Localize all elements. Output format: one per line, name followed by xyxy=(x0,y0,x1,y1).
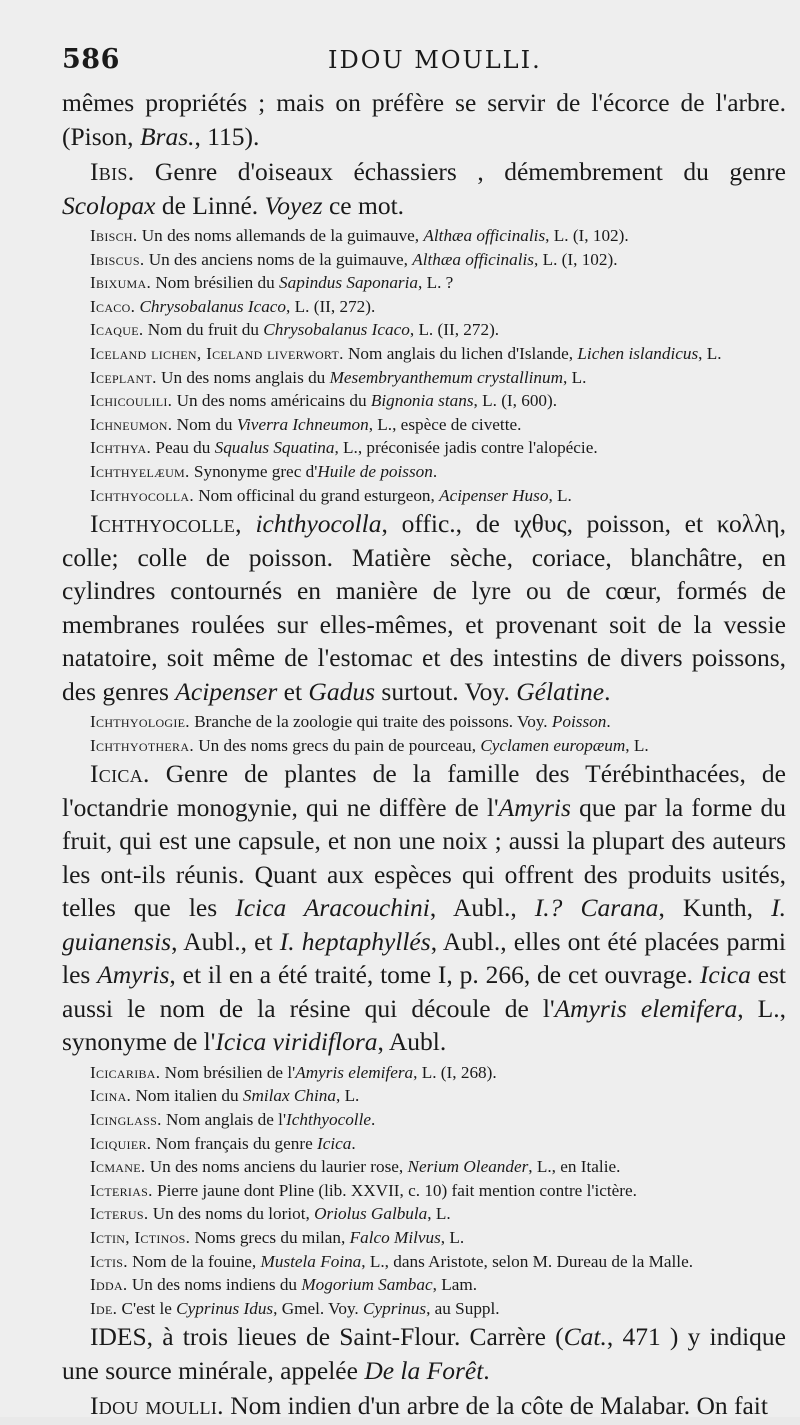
short-entry xyxy=(62,271,786,295)
italic-term: Chrysobalanus Icaco xyxy=(139,296,287,316)
italic-term: ichthyocolla xyxy=(255,509,382,539)
entry-text: C'est le xyxy=(117,1298,177,1318)
entry-text: et xyxy=(277,676,309,706)
entry-text: Nom officinal du grand esturgeon, xyxy=(193,485,440,505)
entry-headword: Icaque. xyxy=(90,320,144,340)
entry-text: , L. (I, 102). xyxy=(545,226,629,245)
entry-text: , Lam. xyxy=(432,1275,477,1295)
entry-text: Nom français du genre xyxy=(151,1133,317,1153)
entry-text: , L., dans Aristote, selon M. Dureau de la Malle. xyxy=(361,1251,694,1271)
entry-text: Un des noms américains du xyxy=(172,391,371,411)
entry-text: , Aubl., et xyxy=(171,926,280,956)
short-entry xyxy=(62,389,786,413)
entry-headword: Ichthya. xyxy=(90,438,152,458)
entry-text: surtout. Voy. xyxy=(375,676,517,706)
entry-text: Un des noms allemands de la guimauve, xyxy=(137,226,424,245)
italic-term: I. guianensis xyxy=(62,893,786,956)
italic-term: Amyris xyxy=(97,960,170,990)
short-entry xyxy=(62,295,786,319)
entry-text: Branche de la zoologie qui traite des poissons. Voy. xyxy=(189,712,552,732)
entry-text: , L., en Italie. xyxy=(528,1157,621,1177)
entry-text: ce mot. xyxy=(322,190,405,220)
italic-term: Mesembryanthemum crystallinum xyxy=(329,367,563,387)
entry-headword: Ichicoulili. xyxy=(90,391,173,411)
entry-text: , Aubl., elles ont été placées parmi les xyxy=(62,926,787,990)
italic-term: Viverra Ichneumon xyxy=(236,414,369,434)
running-title: IDOU MOULLI. xyxy=(328,46,542,74)
entry-headword: Ichthyocolle, xyxy=(90,509,242,539)
short-entry xyxy=(62,1297,786,1321)
entry-text: , Aubl., xyxy=(429,893,535,923)
entry-headword: Iceplant. xyxy=(90,367,157,387)
italic-term: Bras. xyxy=(139,121,195,151)
entry-text: , Aubl. xyxy=(377,1027,447,1057)
entry-text: , L. (I, 268). xyxy=(413,1062,497,1082)
entry-headword: Ide. xyxy=(90,1298,118,1318)
short-entry xyxy=(62,1273,786,1297)
entry-text: , L. xyxy=(440,1227,465,1247)
italic-term: Althæa officinalis xyxy=(423,226,546,245)
article-entry xyxy=(62,1320,786,1387)
entry-text: de Linné. xyxy=(155,190,265,220)
entry-text: , 115). xyxy=(194,121,260,151)
entry-text: Peau du xyxy=(151,438,215,458)
italic-term: Cyprinus xyxy=(363,1298,427,1318)
entry-text: Un des noms du loriot, xyxy=(148,1204,315,1224)
italic-term: Acipenser xyxy=(175,676,278,706)
entry-text: , L. xyxy=(548,485,572,505)
short-entry xyxy=(62,1084,786,1108)
italic-term: Amyris elemifera xyxy=(295,1062,414,1082)
entry-text: Nom indien d'un arbre de la côte de Malabar. On fait xyxy=(223,1391,768,1421)
italic-term: Scolopax xyxy=(62,190,156,220)
entry-text: Un des noms indiens du xyxy=(127,1275,302,1295)
entry-headword: Icterus. xyxy=(90,1204,149,1224)
italic-term: Falco Milvus xyxy=(349,1227,441,1247)
entry-text: . xyxy=(432,461,438,481)
short-entry xyxy=(62,248,786,272)
entry-headword: Icmane. xyxy=(90,1157,146,1177)
italic-term: Nerium Oleander xyxy=(407,1157,529,1177)
entry-headword: Icinglass. xyxy=(90,1110,162,1129)
entry-text: , L. (I, 102). xyxy=(533,249,618,269)
entry-headword: Idou moulli. xyxy=(90,1391,224,1421)
entry-text: est aussi le nom de la résine qui découle de l' xyxy=(62,960,787,1023)
short-entry xyxy=(62,1132,786,1156)
entry-text: , Kunth, xyxy=(658,893,772,923)
italic-term: Huile de poisson xyxy=(317,461,433,481)
entry-headword: Ichthyologie. xyxy=(90,712,190,732)
entry-text: , 471 ) y indique une source minérale, appelée xyxy=(62,1322,786,1385)
entry-text xyxy=(242,509,256,538)
italic-term: Bignonia stans xyxy=(370,391,474,411)
entry-text: , et il en a été traité, tome I, p. 266, de cet ouvrage. xyxy=(169,960,700,990)
italic-term: Icica Aracouchini xyxy=(235,893,430,923)
entry-headword: Ichthyelæum. xyxy=(90,461,190,481)
entry-text: , L., espèce de civette. xyxy=(368,414,522,434)
entry-text: , L. ? xyxy=(417,273,454,293)
short-entry xyxy=(62,1155,786,1179)
entry-text: , L. (II, 272). xyxy=(409,320,500,340)
short-entry xyxy=(62,484,786,508)
italic-term: De la Forêt xyxy=(364,1355,484,1385)
italic-term: Lichen islandicus xyxy=(577,343,699,363)
short-entry xyxy=(62,1179,786,1203)
entry-text: Nom brésilien du xyxy=(151,273,280,293)
entry-headword: Icterias. xyxy=(90,1180,153,1200)
entry-text: Nom anglais de l' xyxy=(161,1110,287,1129)
entry-text: , offic., de ιχθυς, poisson, et κολλη, colle; colle de poisson. Matière sèche, coriace, blanchâtre, en cylindres contournés en manière de lyre ou de cœur, formés de membranes roulées sur elles-mêmes, et provenant soit de la vessie natatoire, soit même de l'estomac et des intestins de divers poissons, des genres xyxy=(62,509,787,706)
entry-text: Pierre jaune dont Pline (lib. XXVII, c. 10) fait mention contre l'ictère. xyxy=(152,1180,637,1200)
entry-headword: Icica. xyxy=(90,759,150,789)
entry-headword: Icicariba. xyxy=(90,1062,161,1082)
article-entry xyxy=(62,86,786,153)
italic-term: Mustela Foina xyxy=(260,1251,362,1271)
italic-term: Icica xyxy=(317,1133,352,1153)
article-entry xyxy=(62,155,786,222)
italic-term: Icica xyxy=(699,960,751,990)
italic-term: Ichthyocolle xyxy=(286,1110,371,1129)
entry-text: Un des noms grecs du pain de pourceau, xyxy=(193,735,481,755)
short-entry xyxy=(62,436,786,460)
italic-term: Squalus Squatina xyxy=(214,438,335,458)
entry-text: , L. xyxy=(698,343,722,363)
entry-text: . xyxy=(606,712,611,732)
italic-term: Icica viridiflora xyxy=(215,1027,378,1057)
entry-text: , Gmel. Voy. xyxy=(273,1298,364,1318)
italic-term: Althæa officinalis xyxy=(412,249,534,269)
italic-term: Cyclamen europæum xyxy=(480,735,626,755)
entry-text: . xyxy=(351,1133,356,1153)
entry-text: Un des noms anglais du xyxy=(156,367,330,387)
short-entry xyxy=(62,1226,786,1250)
entry-headword: Ibixuma. xyxy=(90,273,152,293)
entry-text: que par la forme du fruit, qui est une capsule, et non une noix ; aussi la plupart des auteurs les ont-ils réunis. Quant aux espèces qui offrent des produits usités, telles que les xyxy=(62,792,786,923)
entry-text: . xyxy=(604,676,611,706)
entry-headword: Idda. xyxy=(90,1275,128,1295)
italic-term: Amyris elemifera xyxy=(554,993,738,1023)
page-header xyxy=(62,44,786,84)
entry-text: Genre de plantes de la famille des Térébinthacées, de l'octandrie monogynie, qui ne diffère de l' xyxy=(62,759,786,822)
entry-text: . xyxy=(483,1355,490,1385)
short-entry xyxy=(62,342,786,366)
short-entry xyxy=(62,366,786,390)
entry-text: , L. (I, 600). xyxy=(473,391,558,411)
entry-text: Nom du xyxy=(172,414,237,434)
entry-text: mêmes propriétés ; mais on préfère se servir de l'écorce de l'arbre. (Pison, xyxy=(62,88,786,151)
short-entry xyxy=(62,710,786,734)
article-entry xyxy=(62,507,786,708)
entry-text: , L. xyxy=(562,367,587,387)
italic-term: I. heptaphyllés xyxy=(279,926,431,956)
entry-text: Synonyme grec d' xyxy=(189,461,318,481)
entry-text: , L. xyxy=(335,1086,360,1106)
dictionary-text xyxy=(62,86,786,1425)
italic-term: Gadus xyxy=(308,676,376,706)
entry-headword: Ichneumon. xyxy=(90,414,173,434)
italic-term: Sapindus Saponaria xyxy=(279,273,418,293)
italic-term: Chrysobalanus Icaco xyxy=(263,320,410,340)
italic-term: I.? Carana xyxy=(534,893,659,923)
entry-headword: Iceland lichen, Iceland liverwort. xyxy=(90,343,344,363)
short-entry xyxy=(62,734,786,758)
short-entry xyxy=(62,413,786,437)
entry-text: , L., préconisée jadis contre l'alopécie. xyxy=(334,438,598,458)
short-entry xyxy=(62,1250,786,1274)
entry-headword: Ibis. xyxy=(90,157,135,186)
italic-term: Oriolus Galbula xyxy=(314,1204,428,1224)
short-entry xyxy=(62,318,786,342)
short-entry xyxy=(62,460,786,484)
entry-text: Un des noms anciens du laurier rose, xyxy=(145,1157,408,1177)
entry-headword: Icina. xyxy=(90,1086,132,1106)
entry-headword: Ictis. xyxy=(90,1251,128,1271)
entry-text: Nom anglais du lichen d'Islande, xyxy=(343,343,578,363)
entry-headword: Ibiscus. xyxy=(90,249,145,269)
short-entry xyxy=(62,1202,786,1226)
italic-term: Poisson xyxy=(551,712,607,732)
entry-text: , L. xyxy=(625,735,649,755)
entry-headword: Ibisch. xyxy=(90,226,138,245)
entry-text: Nom italien du xyxy=(131,1086,243,1106)
entry-headword: Ichthyothera. xyxy=(90,735,194,755)
entry-headword: Ichthyocolla. xyxy=(90,485,194,505)
entry-headword: Ictin, Ictinos. xyxy=(90,1227,191,1247)
entry-text: , L., synonyme de l' xyxy=(62,993,786,1057)
italic-term: Acipenser Huso xyxy=(439,485,549,505)
entry-text: Noms grecs du milan, xyxy=(190,1227,350,1247)
entry-headword: Icaco. xyxy=(90,296,136,316)
short-entry xyxy=(62,1108,786,1132)
italic-term: Cyprinus Idus xyxy=(176,1298,274,1318)
entry-text: Genre d'oiseaux échassiers , démembrement du genre xyxy=(134,157,786,186)
short-entry xyxy=(62,224,786,248)
entry-text: . xyxy=(371,1110,376,1129)
entry-text: IDES, à trois lieues de Saint-Flour. Carrère ( xyxy=(90,1322,564,1352)
entry-headword: Iciquier. xyxy=(90,1133,152,1153)
entry-text: Nom du fruit du xyxy=(143,320,264,340)
entry-text: Nom de la fouine, xyxy=(127,1251,261,1271)
entry-text: , au Suppl. xyxy=(426,1298,500,1318)
article-entry xyxy=(62,757,786,1059)
page-number: 586 xyxy=(62,44,120,75)
italic-term: Cat. xyxy=(563,1322,607,1352)
entry-text: Un des anciens noms de la guimauve, xyxy=(144,249,413,269)
article-entry xyxy=(62,1389,786,1423)
italic-term: Smilax China xyxy=(242,1086,336,1106)
entry-text: , L. xyxy=(427,1204,451,1224)
entry-text: , L. (II, 272). xyxy=(286,296,376,316)
short-entry xyxy=(62,1061,786,1085)
italic-term: Mogorium Sambac xyxy=(301,1275,433,1295)
italic-term: Amyris xyxy=(498,792,571,822)
italic-term: Gélatine xyxy=(516,676,605,706)
entry-text: Nom brésilien de l' xyxy=(160,1062,296,1082)
italic-term: Voyez xyxy=(264,190,323,220)
